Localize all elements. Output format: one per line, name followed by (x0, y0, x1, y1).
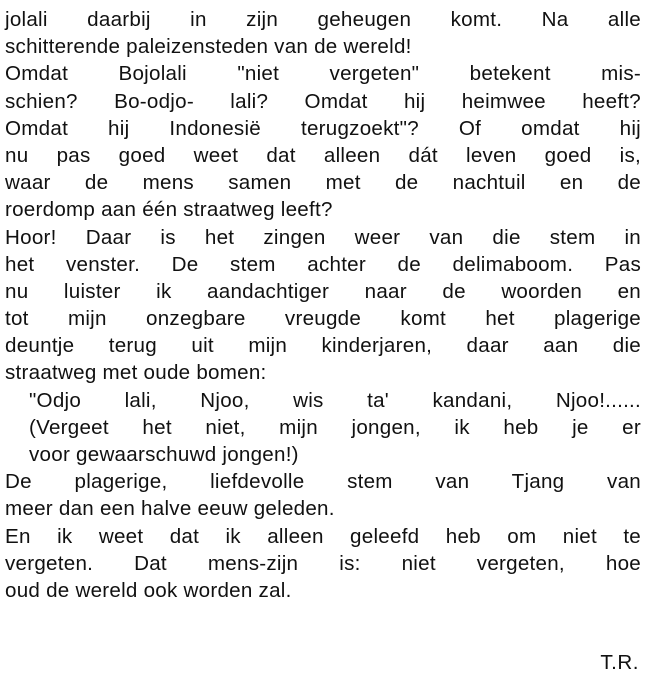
text-line: tot mijn onzegbare vreugde komt het plagerige (5, 307, 641, 331)
text-line: nu luister ik aandachtiger naar de woorden en (5, 279, 641, 303)
quote-line: voor gewaarschuwd jongen!) (29, 443, 299, 466)
text-line: Omdat Bojolali "niet vergeten" betekent mis- (5, 62, 641, 86)
author-signature: T.R. (600, 651, 639, 674)
quote-line: (Vergeet het niet, mijn jongen, ik heb je er (29, 415, 641, 439)
text-line: roerdomp aan één straatweg leeft? (5, 198, 333, 222)
text-line: Omdat hij Indonesië terugzoekt"? Of omdat hij (5, 116, 641, 140)
text-line: oud de wereld ook worden zal. (5, 578, 292, 602)
text-line: schitterende paleizensteden van de wereld! (5, 35, 412, 59)
text-line: waar de mens samen met de nachtuil en de (5, 171, 641, 195)
text-line: schien? Bo-odjo- lali? Omdat hij heimwee heeft? (5, 89, 641, 113)
text-line: deuntje terug uit mijn kinderjaren, daar aan die (5, 334, 641, 358)
text-line: het venster. De stem achter de delimaboom. Pas (5, 252, 641, 276)
text-line: Hoor! Daar is het zingen weer van die stem in (5, 225, 641, 249)
text-line: meer dan een halve eeuw geleden. (5, 497, 335, 521)
text-line: En ik weet dat ik alleen geleefd heb om niet te (5, 524, 641, 548)
text-line: nu pas goed weet dat alleen dát leven goed is, (5, 143, 641, 167)
text-line: straatweg met oude bomen: (5, 361, 267, 385)
text-line: vergeten. Dat mens-zijn is: niet vergeten, hoe (5, 551, 641, 575)
text-line: De plagerige, liefdevolle stem van Tjang van (5, 470, 641, 494)
text-line: jolali daarbij in zijn geheugen komt. Na alle (5, 8, 641, 31)
quote-line: "Odjo lali, Njoo, wis ta' kandani, Njoo!...... (29, 388, 641, 412)
body-text (5, 6, 641, 604)
